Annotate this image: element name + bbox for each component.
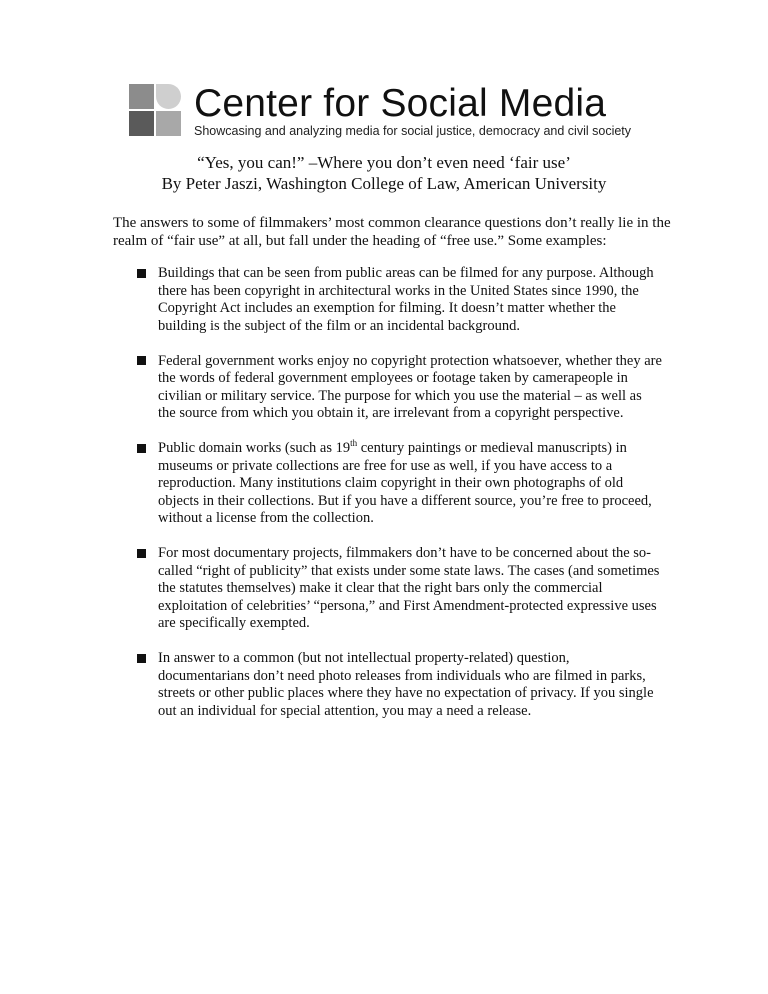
intro-paragraph: The answers to some of filmmakers’ most common clearance questions don’t really lie in the realm of “fair use” at all, but fall under the heading of “free use.” Some examples: xyxy=(113,215,671,249)
document-title xyxy=(0,152,768,194)
ordinal-superscript: th xyxy=(350,438,358,449)
title-byline: By Peter Jaszi, Washington College of Law, American University xyxy=(161,174,607,193)
logo-square-top-right xyxy=(156,84,181,109)
logo-text xyxy=(194,84,631,138)
logo-square-bottom-right xyxy=(156,111,181,136)
square-bullet-icon xyxy=(137,269,146,278)
org-name: Center for Social Media xyxy=(194,82,607,125)
square-bullet-icon xyxy=(137,356,146,365)
four-squares-logo-icon xyxy=(129,84,181,136)
logo-square-bottom-left xyxy=(129,111,154,136)
list-item-text-start: Public domain works (such as 19 xyxy=(158,440,351,456)
list-item xyxy=(137,650,662,720)
list-item-text: In answer to a common (but not intellectual property-related) question, documentarians don’t need photo releases from individuals who are filmed in parks, streets or other public places where they have no expectation of privacy. If you single out an individual for special attention, you may a need a release. xyxy=(158,650,654,719)
org-tagline: Showcasing and analyzing media for social justice, democracy and civil society xyxy=(194,124,632,138)
header-logo xyxy=(129,84,631,138)
list-item-text: Federal government works enjoy no copyright protection whatsoever, whether they are the words of federal government employees or footage taken by camerapeople in civilian or military service. The purpose for which you use the material – as well as the source from which you obtain it, are irrelevant from a copyright perspective. xyxy=(158,352,662,421)
examples-list xyxy=(137,265,662,738)
logo-square-top-left xyxy=(129,84,154,109)
list-item xyxy=(137,265,662,335)
list-item-text: For most documentary projects, filmmakers don’t have to be concerned about the so-called “right of publicity” that exists under some state laws. The cases (and sometimes the statutes themselves) make it clear that the right bars only the commercial exploitation of celebrities’ “persona,” and First Amendment-protected expressive uses are specifically exempted. xyxy=(158,545,660,631)
list-item-text: Buildings that can be seen from public areas can be filmed for any purpose. Although there has been copyright in architectural works in the United States since 1990, the Copyright Act includes an exemption for filming. It doesn’t matter whether the building is the subject of the film or an incidental background. xyxy=(158,265,654,334)
list-item-text-end: century paintings or medieval manuscripts) in museums or private collections are free for use as well, if you have access to a reproduction. Many institutions claim copyright in their own photographs of old objects in their collections. But if you have a different source, you’re free to proceed, without a license from the collection. xyxy=(158,440,652,526)
list-item xyxy=(137,353,662,423)
square-bullet-icon xyxy=(137,444,146,453)
square-bullet-icon xyxy=(137,549,146,558)
title-line-1: “Yes, you can!” –Where you don’t even need ‘fair use’ xyxy=(197,153,571,172)
list-item xyxy=(137,545,662,633)
square-bullet-icon xyxy=(137,654,146,663)
list-item xyxy=(137,440,662,528)
